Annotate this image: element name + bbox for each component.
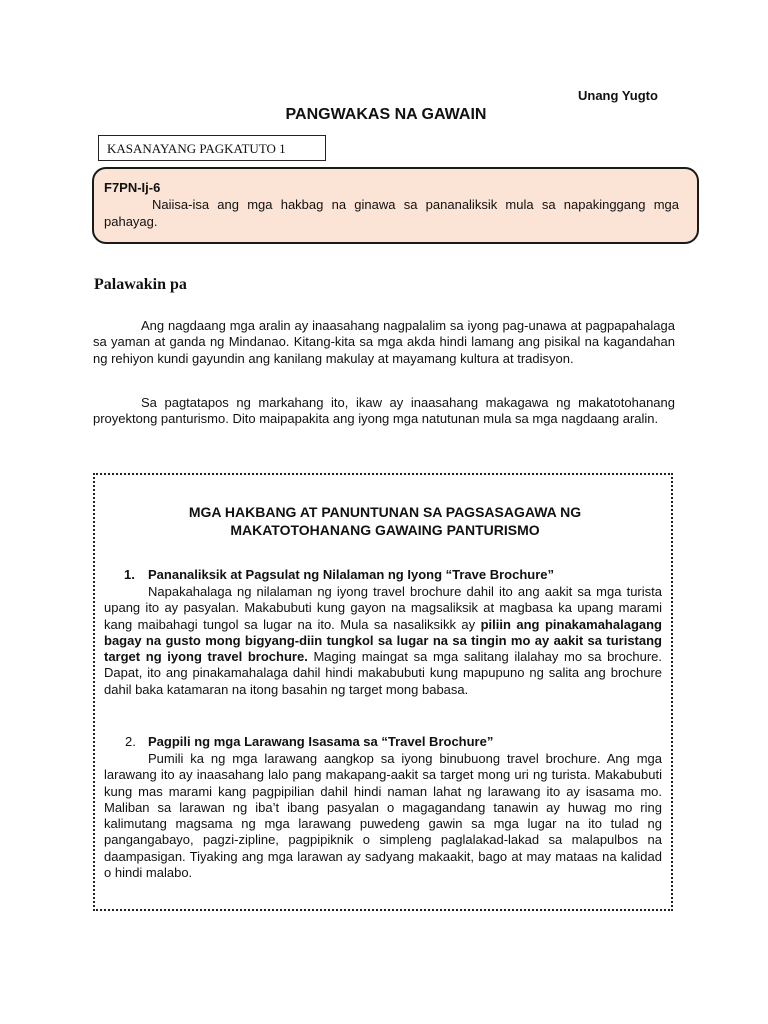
intro-paragraph-1: Ang nagdaang mga aralin ay inaasahang nagpalalim sa iyong pag-unawa at pagpapahalaga sa yaman at ganda ng Mindanao. Kitang-kita sa mga akda hindi lamang ang pisikal na kagandahan ng rehiyon kundi gayundin ang kanilang makulay at mayamang kultura at tradisyon. <box>93 318 675 366</box>
competency-box <box>92 167 699 244</box>
step-1-title: Pananaliksik at Pagsulat ng Nilalaman ng Iyong “Trave Brochure” <box>148 567 555 582</box>
step-1-text-after: Maging maingat sa mga salitang ilalahay mo sa brochure. Dapat, ito ang pinakamahalaga dahil hindi makabubuti kung mapupuno ng salita ang brochure dahil baka katamaran na itong basahin ng target mong babasa. <box>104 649 662 697</box>
competency-code: F7PN-Ij-6 <box>104 180 161 195</box>
step-1-text-emphasis: piliin ang pinakamahalagang bagay na gusto mong bigyang-diin tungkol sa lugar na sa tingin mo ay aakit sa turistang target ng iyong travel brochure. <box>104 616 662 665</box>
competency-text: Naiisa-isa ang mga hakbag na ginawa sa pananaliksik mula sa napakinggang mga pahayag. <box>104 197 679 229</box>
section-heading: Palawakin pa <box>94 276 187 293</box>
steps-box-heading <box>150 503 620 539</box>
steps-heading-line-2: MAKATOTOHANANG GAWAING PANTURISMO <box>230 522 540 538</box>
step-1-text <box>104 584 662 698</box>
step-2-title: Pagpili ng mga Larawang Isasama sa “Travel Brochure” <box>148 734 494 749</box>
steps-heading-line-1: MGA HAKBANG AT PANUNTUNAN SA PAGSASAGAWA NG <box>188 504 582 520</box>
step-1-text-before: Napakahalaga ng nilalaman ng iyong travel brochure dahil ito ang aakit sa mga turista upang ito ay pasyalan. Makabubuti kung gayon na magsaliksik at magbasa ka upang marami kang maibahagi tungol sa lugar na ito. Mula sa nasaliksikk ay <box>104 584 662 632</box>
term-label: Unang Yugto <box>578 88 658 103</box>
intro-paragraph-2: Sa pagtatapos ng markahang ito, ikaw ay inaasahang makagawa ng makatotohanang proyektong panturismo. Dito maipapakita ang iyong mga natutunan mula sa mga nagdaang aralin. <box>93 395 675 427</box>
step-2-number: 2. <box>125 734 136 749</box>
page-title: PANGWAKAS NA GAWAIN <box>285 106 487 123</box>
lesson-label-box: KASANAYANG PAGKATUTO 1 <box>98 135 326 161</box>
step-2-text: Pumili ka ng mga larawang aangkop sa iyong binubuong travel brochure. Ang mga larawang ito ay inaasahang lalo pang makapang-aakit sa target mong uri ng turista. Makabubuti kung mas marami kang pagpipilian dahil hindi naman lahat ng larawang ito ay isasama mo. Maliban sa larawan ng iba’t ibang pasyalan o magagandang tanawin ay huwag mo ring kalimutang magsama ng mga larawang puwedeng gawin sa mga lugar na ito tulad ng pangangabayo, pagzi-zipline, pagpipiknik o simpleng paglalakad-lakad sa malapulbos na daampasigan. Tiyaking ang mga larawan ay sadyang makaakit, bago at may mataas na kalidad o hindi malabo. <box>104 751 662 881</box>
step-1-number: 1. <box>124 567 135 582</box>
